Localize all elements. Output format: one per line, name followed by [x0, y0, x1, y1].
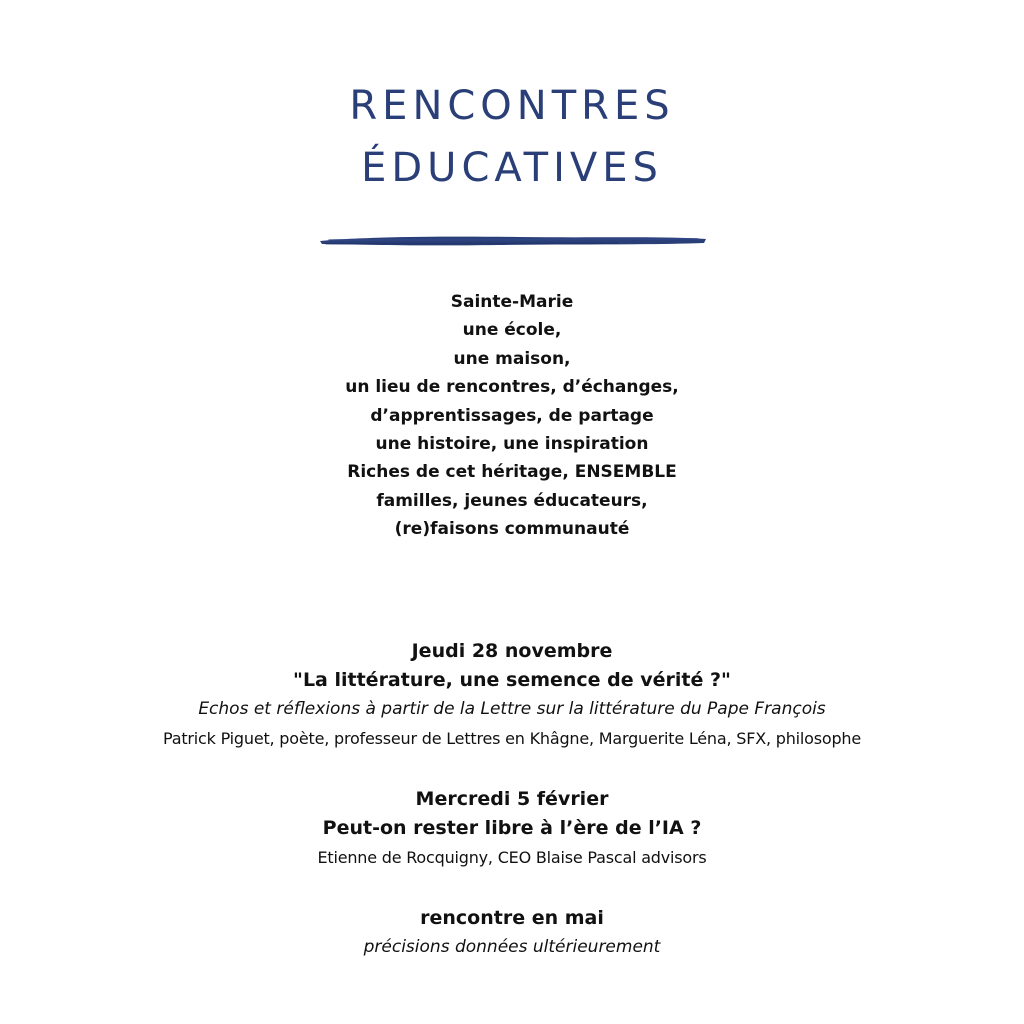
event-item — [0, 637, 1024, 753]
intro-line: une maison, — [453, 348, 571, 369]
event-subtitle: Echos et réflexions à partir de la Lettre sur la littérature du Pape François — [198, 699, 826, 719]
intro-line: (re)faisons communauté — [394, 519, 630, 540]
events-list — [0, 637, 1024, 994]
intro-line: d’apprentissages, de partage — [370, 405, 654, 426]
event-date: rencontre en mai — [420, 907, 604, 929]
event-title: "La littérature, une semence de vérité ?" — [293, 669, 731, 691]
event-date: Jeudi 28 novembre — [411, 640, 613, 662]
event-subtitle: précisions données ultérieurement — [363, 937, 661, 957]
page-title-line-2: ÉDUCATIVES — [361, 145, 663, 191]
intro-line: une école, — [462, 320, 562, 341]
page-title-line-1: RENCONTRES — [349, 83, 675, 129]
brush-stroke-divider — [318, 233, 708, 249]
event-speakers: Etienne de Rocquigny, CEO Blaise Pascal advisors — [317, 848, 707, 867]
event-title: Peut-on rester libre à l’ère de l’IA ? — [322, 817, 702, 839]
intro-line: Sainte-Marie — [450, 292, 574, 312]
intro-line: familles, jeunes éducateurs, — [376, 490, 648, 511]
intro-line: un lieu de rencontres, d’échanges, — [345, 377, 679, 398]
event-date: Mercredi 5 février — [415, 788, 609, 810]
intro-line: une histoire, une inspiration — [375, 434, 649, 455]
event-speakers: Patrick Piguet, poète, professeur de Lettres en Khâgne, Marguerite Léna, SFX, philosophe — [163, 729, 861, 748]
event-item — [0, 785, 1024, 872]
intro-line: Riches de cet héritage, ENSEMBLE — [347, 462, 677, 483]
event-item — [0, 904, 1024, 962]
intro-text-block — [0, 288, 1024, 544]
